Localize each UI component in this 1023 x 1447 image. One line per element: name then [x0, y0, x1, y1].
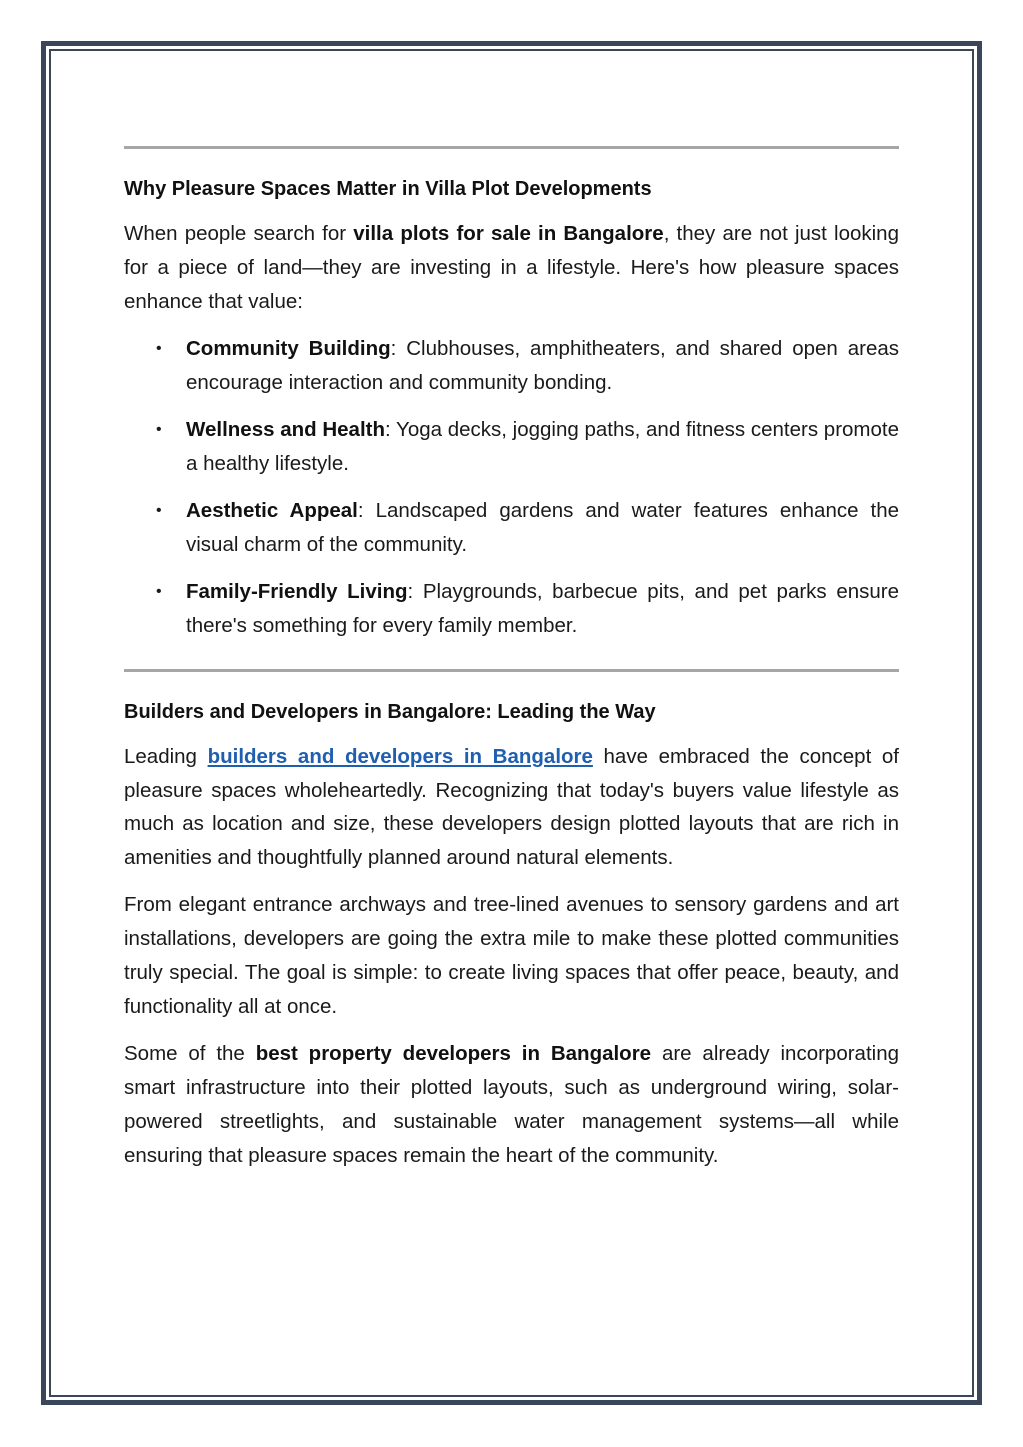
list-item — [124, 494, 899, 562]
section2-paragraph-1 — [124, 740, 899, 875]
section2-paragraph-3 — [124, 1037, 899, 1172]
intro-text-after: , they are not just looking for a piece of land—they are investing in a lifestyle. Here's how pleasure spaces enhance that value: — [124, 222, 899, 313]
builders-developers-link[interactable]: builders and developers in Bangalore — [207, 744, 593, 768]
list-item-title: Wellness and Health — [186, 417, 385, 441]
para3-text-before: Some of the — [124, 1042, 256, 1066]
para1-text-before: Leading — [124, 744, 208, 768]
pleasure-spaces-list — [124, 332, 899, 643]
section2-heading: Builders and Developers in Bangalore: Leading the Way — [124, 700, 656, 723]
section1-intro — [124, 217, 899, 318]
list-item-title: Aesthetic Appeal — [186, 499, 358, 523]
document-body — [124, 146, 899, 1186]
list-item — [124, 575, 899, 643]
section-divider-top — [124, 146, 899, 149]
bullet-icon: • — [156, 339, 162, 357]
section1-heading: Why Pleasure Spaces Matter in Villa Plot Developments — [124, 178, 652, 200]
intro-text-before: When people search for — [124, 222, 354, 245]
intro-bold-keyword: villa plots for sale in Bangalore — [353, 222, 664, 245]
list-item-text: : Clubhouses, amphitheaters, and shared open areas encourage interaction and community bonding. — [186, 336, 899, 394]
section2-paragraph-2: From elegant entrance archways and tree-lined avenues to sensory gardens and art installations, developers are going the extra mile to make these plotted communities truly special. The goal is simple: to create living spaces that offer peace, beauty, and functionality all at once. — [124, 893, 899, 1018]
para3-text-after: are already incorporating smart infrastructure into their plotted layouts, such as underground wiring, solar-powered streetlights, and sustainable water management systems—all while ensuring that pleasure spaces remain the heart of the community. — [124, 1042, 900, 1167]
bullet-icon: • — [156, 502, 162, 520]
list-item-text: : Playgrounds, barbecue pits, and pet parks ensure there's something for every family member. — [186, 580, 899, 637]
para3-bold-keyword: best property developers in Bangalore — [255, 1042, 652, 1066]
list-item-text: : Landscaped gardens and water features enhance the visual charm of the community. — [186, 499, 900, 556]
bullet-icon: • — [156, 583, 162, 601]
list-item-text: : Yoga decks, jogging paths, and fitness centers promote a healthy lifestyle. — [186, 417, 899, 475]
bullet-icon: • — [156, 420, 162, 438]
list-item — [124, 413, 899, 481]
list-item — [124, 332, 899, 400]
list-item-title: Family-Friendly Living — [186, 580, 408, 604]
para1-text-after: have embraced the concept of pleasure spaces wholeheartedly. Recognizing that today's buyers value lifestyle as much as location and size, these developers design plotted layouts that are rich in amenities and thoughtfully planned around natural elements. — [124, 744, 899, 870]
section-divider-middle — [124, 669, 899, 672]
list-item-title: Community Building — [186, 336, 391, 360]
